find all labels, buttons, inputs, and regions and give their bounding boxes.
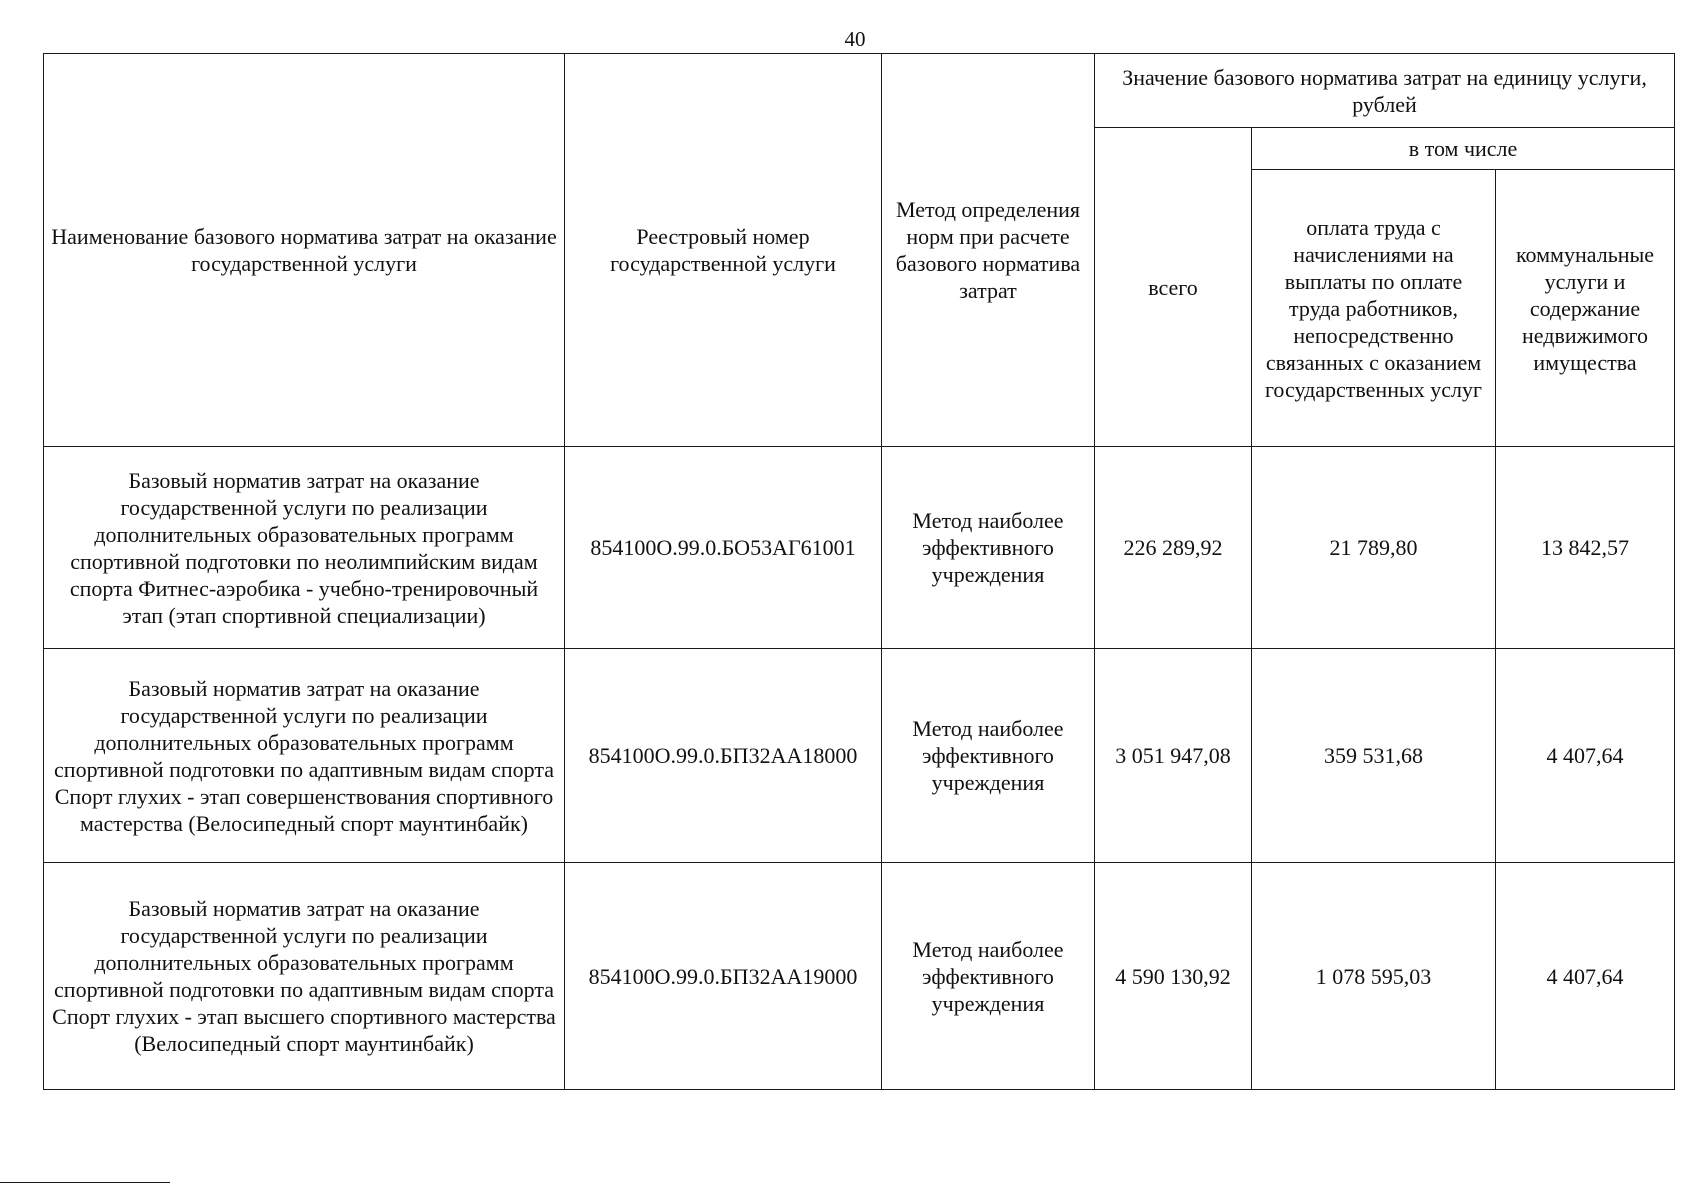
header-including: в том числе — [1252, 128, 1675, 170]
row-utilities: 4 407,64 — [1496, 863, 1675, 1090]
header-method: Метод определения норм при расчете базового норматива затрат — [882, 54, 1095, 447]
page-number: 40 — [844, 27, 866, 51]
row-name: Базовый норматив затрат на оказание государственной услуги по реализации дополнительных образовательных программ спортивной подготовки по неолимпийским видам спорта Фитнес-аэробика - учебно-тренировочный этап (этап спортивной специализации) — [44, 447, 565, 649]
row-utilities: 4 407,64 — [1496, 649, 1675, 863]
header-labor: оплата труда с начислениями на выплаты по оплате труда работников, непосредственно связанных с оказанием государственных услуг — [1252, 170, 1496, 447]
row-method: Метод наиболее эффективного учреждения — [882, 863, 1095, 1090]
row-total: 226 289,92 — [1095, 447, 1252, 649]
table-row — [44, 863, 1675, 1090]
row-method: Метод наиболее эффективного учреждения — [882, 649, 1095, 863]
header-name: Наименование базового норматива затрат на оказание государственной услуги — [44, 54, 565, 447]
header-row-1 — [44, 54, 1675, 128]
row-utilities: 13 842,57 — [1496, 447, 1675, 649]
row-method: Метод наиболее эффективного учреждения — [882, 447, 1095, 649]
row-labor: 359 531,68 — [1252, 649, 1496, 863]
header-total: всего — [1095, 128, 1252, 447]
table-row — [44, 649, 1675, 863]
norms-table — [43, 53, 1675, 1090]
row-total: 4 590 130,92 — [1095, 863, 1252, 1090]
row-registry: 854100О.99.0.БО53АГ61001 — [565, 447, 882, 649]
row-name: Базовый норматив затрат на оказание государственной услуги по реализации дополнительных образовательных программ спортивной подготовки по адаптивным видам спорта Спорт глухих - этап высшего спортивного мастерства (Велосипедный спорт маунтинбайк) — [44, 863, 565, 1090]
row-labor: 1 078 595,03 — [1252, 863, 1496, 1090]
row-total: 3 051 947,08 — [1095, 649, 1252, 863]
footnote-divider — [0, 1182, 170, 1183]
row-name: Базовый норматив затрат на оказание государственной услуги по реализации дополнительных образовательных программ спортивной подготовки по адаптивным видам спорта Спорт глухих - этап совершенствования спортивного мастерства (Велосипедный спорт маунтинбайк) — [44, 649, 565, 863]
header-value-group: Значение базового норматива затрат на единицу услуги, рублей — [1095, 54, 1675, 128]
table-row — [44, 447, 1675, 649]
header-registry: Реестровый номер государственной услуги — [565, 54, 882, 447]
row-registry: 854100О.99.0.БП32АА18000 — [565, 649, 882, 863]
row-registry: 854100О.99.0.БП32АА19000 — [565, 863, 882, 1090]
row-labor: 21 789,80 — [1252, 447, 1496, 649]
header-utilities: коммунальные услуги и содержание недвижимого имущества — [1496, 170, 1675, 447]
